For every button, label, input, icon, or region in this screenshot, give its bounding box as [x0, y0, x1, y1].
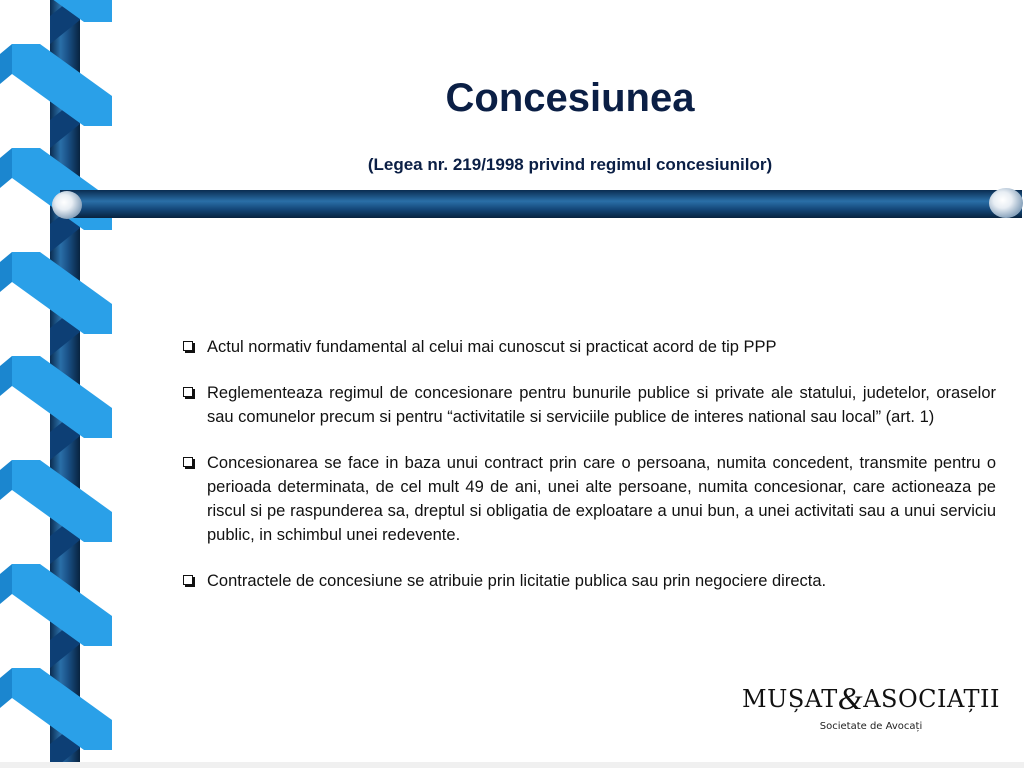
- page-title: Concesiunea: [445, 76, 695, 120]
- checkbox-bullet-icon: [183, 575, 193, 585]
- horizontal-bar: [60, 190, 1022, 218]
- logo-name-left: MUȘAT: [742, 685, 838, 713]
- logo-ampersand: &: [837, 680, 864, 716]
- ribbon-fold-segment: [0, 564, 12, 604]
- checkbox-bullet-icon: [183, 457, 193, 467]
- bullet-item: [183, 451, 996, 547]
- ribbon-fold-segment: [0, 148, 12, 188]
- checkbox-bullet-icon: [183, 341, 193, 351]
- ribbon-fold-segment: [0, 668, 12, 708]
- bullet-item: [183, 335, 996, 359]
- checkbox-bullet-icon: [183, 387, 193, 397]
- bullet-text: Contractele de concesiune se atribuie prin licitatie publica sau prin negociere directa.: [207, 572, 827, 590]
- logo-tagline: Societate de Avocați: [819, 721, 923, 732]
- bullet-list: [183, 335, 996, 615]
- page-subtitle: (Legea nr. 219/1998 privind regimul concesiunilor): [367, 155, 773, 174]
- left-orb: [52, 191, 82, 219]
- logo-name-right: ASOCIAȚII: [863, 685, 1000, 713]
- logo-name: [740, 680, 1002, 717]
- bottom-strip: [0, 762, 1024, 768]
- bullet-text: Actul normativ fundamental al celui mai cunoscut si practicat acord de tip PPP: [207, 338, 777, 356]
- ribbon-fold-segment: [0, 460, 12, 500]
- right-orb: [989, 188, 1023, 218]
- bullet-text: Reglementeaza regimul de concesionare pentru bunurile publice si private ale statului, judetelor, oraselor sau comunelor precum si pentru “activitatile si serviciile publice de interes national sau local” (art. 1): [207, 384, 996, 426]
- bullet-item: [183, 569, 996, 593]
- ribbon-fold-segment: [0, 44, 12, 84]
- ribbon-fold-segment: [0, 356, 12, 396]
- bullet-item: [183, 381, 996, 429]
- ribbon-fold-segment: [0, 252, 12, 292]
- bullet-text: Concesionarea se face in baza unui contract prin care o persoana, numita concedent, transmite pentru o perioada determinata, de cel mult 49 de ani, unei alte persoane, numita concesionar, care actioneaza pe riscul si pe raspunderea sa, dreptul si obligatia de exploatare a unui bun, a unei activitati sau a unui serviciu public, in schimbul unei redevente.: [207, 454, 996, 544]
- company-logo: [740, 680, 1002, 740]
